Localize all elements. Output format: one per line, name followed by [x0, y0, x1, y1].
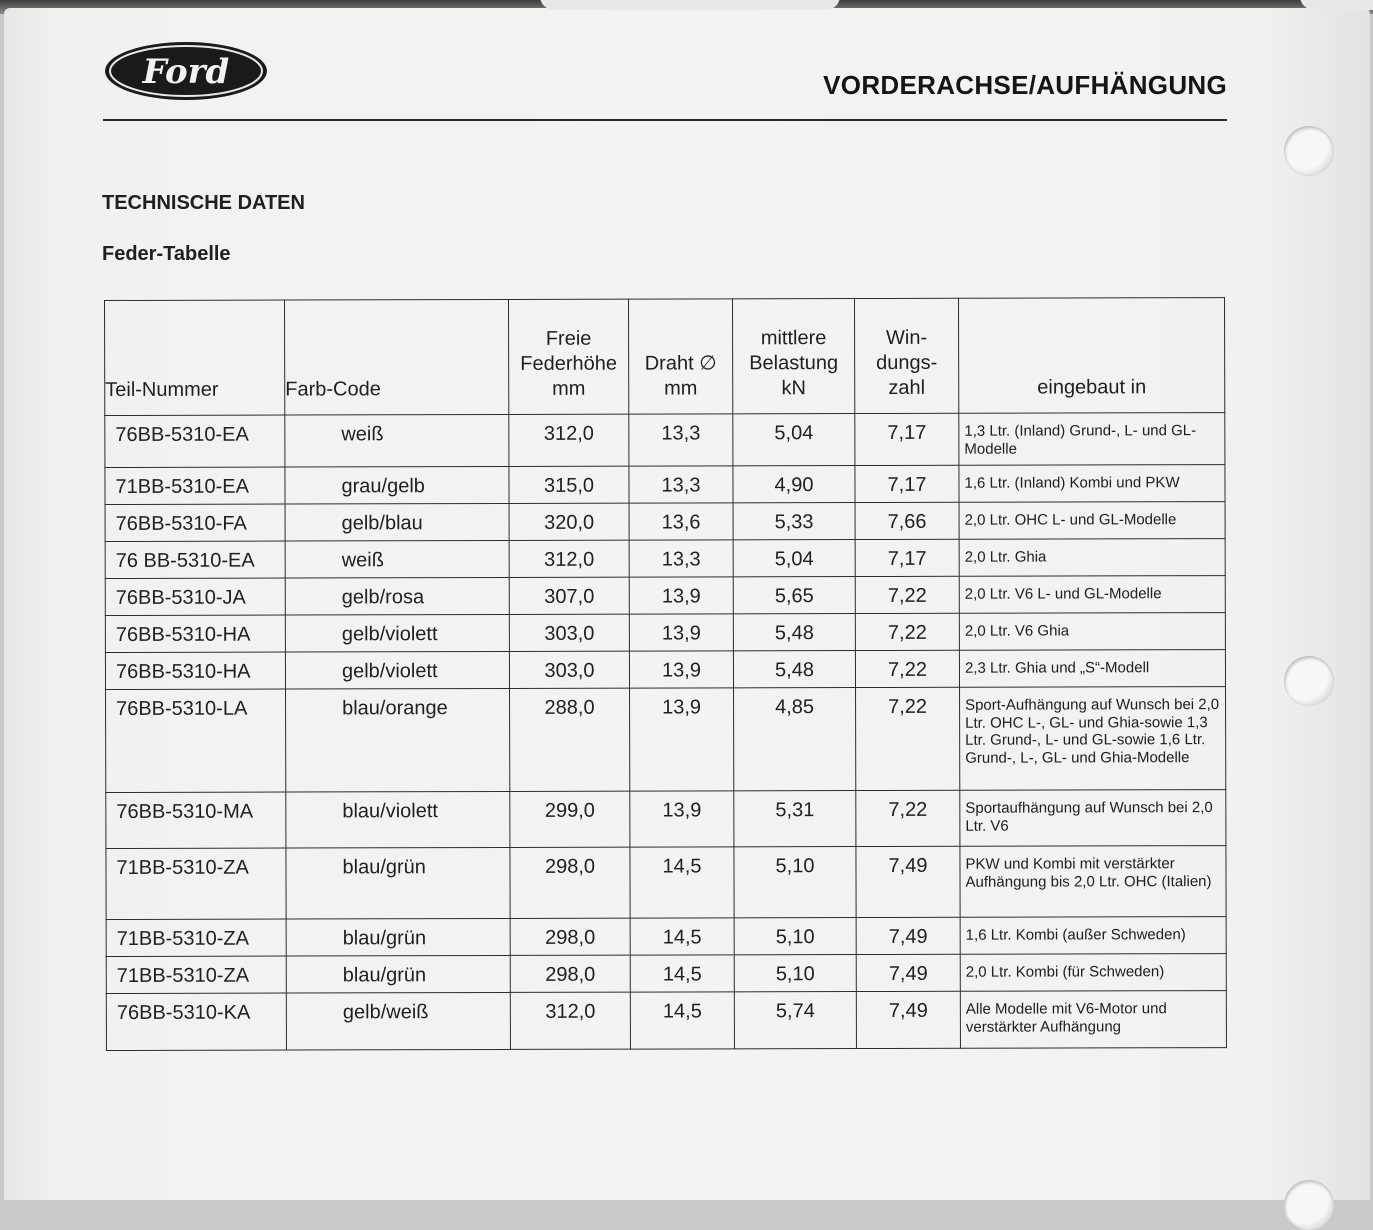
- cell-wire-diameter: 13,3: [629, 540, 733, 577]
- cell-average-load: 5,74: [734, 992, 856, 1049]
- cell-average-load: 5,04: [733, 414, 855, 466]
- cell-part-number: 71BB-5310-ZA: [106, 919, 286, 956]
- table-row: [106, 846, 1226, 920]
- ford-logo: [103, 40, 269, 102]
- cell-wire-diameter: 13,9: [630, 688, 734, 791]
- cell-free-height: 298,0: [510, 955, 630, 992]
- cell-wire-diameter: 13,3: [629, 466, 733, 503]
- table-row: [106, 790, 1226, 849]
- header-line: mittlere: [760, 327, 827, 350]
- cell-part-number: 76BB-5310-FA: [105, 504, 285, 541]
- cell-average-load: 5,48: [733, 614, 855, 651]
- page-title: VORDERACHSE/AUFHÄNGUNG: [823, 70, 1227, 100]
- cell-part-number: 76BB-5310-LA: [106, 689, 286, 792]
- cell-average-load: 5,31: [734, 791, 856, 847]
- cell-installed-in: Sport-Aufhängung auf Wunsch bei 2,0 Ltr. OHC L-, GL- und Ghia-sowie 1,3 Ltr. Grund-, L- und GL-sowie 1,6 Ltr. Grund-, L-, GL- und Ghia-Modelle: [960, 687, 1226, 791]
- cell-coil-count: 7,22: [855, 650, 959, 687]
- cell-free-height: 320,0: [509, 503, 629, 540]
- table-header-row: [105, 298, 1225, 416]
- table-heading: Feder-Tabelle: [102, 243, 231, 265]
- cell-coil-count: 7,22: [855, 613, 959, 650]
- cell-wire-diameter: 13,9: [629, 577, 733, 614]
- cell-part-number: 76BB-5310-EA: [105, 415, 285, 467]
- cell-free-height: 298,0: [510, 918, 630, 955]
- header-line: Freie: [545, 327, 592, 350]
- column-header-part-number: Teil-Nummer: [105, 300, 285, 415]
- cell-color-code: blau/grün: [286, 955, 510, 993]
- cell-installed-in: 2,0 Ltr. V6 Ghia: [959, 613, 1225, 651]
- cell-free-height: 312,0: [510, 992, 630, 1049]
- cell-color-code: grau/gelb: [285, 466, 509, 504]
- table-row: [105, 650, 1225, 690]
- cell-installed-in: 2,0 Ltr. Ghia: [959, 539, 1225, 577]
- cell-coil-count: 7,49: [856, 846, 960, 917]
- cell-wire-diameter: 14,5: [630, 955, 734, 992]
- cell-free-height: 288,0: [510, 688, 630, 791]
- table-row: [105, 576, 1225, 616]
- cell-installed-in: Alle Modelle mit V6-Motor und verstärkter Aufhängung: [960, 991, 1226, 1049]
- cell-free-height: 303,0: [509, 614, 629, 651]
- cell-part-number: 76BB-5310-JA: [105, 578, 285, 615]
- cell-free-height: 312,0: [509, 540, 629, 577]
- cell-free-height: 299,0: [510, 791, 630, 847]
- cell-coil-count: 7,66: [855, 502, 959, 539]
- cell-color-code: weiß: [285, 540, 509, 578]
- cell-color-code: gelb/blau: [285, 503, 509, 541]
- cell-coil-count: 7,22: [856, 790, 960, 846]
- column-header-average-load: [732, 299, 854, 414]
- top-tab-right: [1300, 0, 1373, 10]
- section-heading: TECHNISCHE DATEN: [102, 192, 305, 214]
- header-divider: [103, 119, 1227, 121]
- cell-installed-in: 2,0 Ltr. OHC L- und GL-Modelle: [959, 502, 1225, 540]
- table-row: [105, 613, 1225, 653]
- cell-average-load: 5,65: [733, 577, 855, 614]
- table-row: [106, 917, 1226, 957]
- header-line: mm: [664, 377, 698, 400]
- header-line: Federhöhe: [520, 352, 618, 375]
- cell-average-load: 5,33: [733, 503, 855, 540]
- table-row: [105, 413, 1225, 468]
- cell-wire-diameter: 13,3: [629, 414, 733, 466]
- table-row: [106, 991, 1226, 1051]
- header-line: kN: [781, 377, 806, 400]
- ford-logo-text: Ford: [142, 52, 230, 92]
- cell-coil-count: 7,49: [856, 954, 960, 991]
- cell-wire-diameter: 13,9: [630, 791, 734, 847]
- binder-hole-icon: [1284, 126, 1334, 176]
- binder-hole-icon: [1284, 1180, 1334, 1230]
- spring-table: [104, 297, 1227, 1051]
- cell-average-load: 4,85: [734, 688, 856, 791]
- header-line: mm: [552, 377, 586, 400]
- cell-free-height: 298,0: [510, 847, 630, 918]
- cell-part-number: 76BB-5310-MA: [106, 792, 286, 848]
- cell-coil-count: 7,22: [855, 576, 959, 613]
- table-row: [105, 502, 1225, 542]
- cell-part-number: 71BB-5310-ZA: [106, 956, 286, 993]
- column-header-installed-in: eingebaut in: [958, 298, 1224, 414]
- table-row: [105, 539, 1225, 579]
- cell-free-height: 312,0: [509, 414, 629, 466]
- cell-wire-diameter: 13,6: [629, 503, 733, 540]
- cell-installed-in: 1,6 Ltr. Kombi (außer Schweden): [960, 917, 1226, 955]
- column-header-free-height: [508, 299, 628, 414]
- cell-installed-in: 1,3 Ltr. (Inland) Grund-, L- und GL-Modelle: [959, 413, 1225, 466]
- cell-color-code: gelb/violett: [285, 651, 509, 689]
- cell-color-code: blau/orange: [286, 688, 510, 792]
- cell-average-load: 4,90: [733, 466, 855, 503]
- cell-part-number: 76BB-5310-HA: [105, 652, 285, 689]
- header-line: dungs-: [876, 351, 938, 374]
- cell-wire-diameter: 13,9: [629, 651, 733, 688]
- column-header-coil-count: [854, 298, 958, 413]
- cell-part-number: 76BB-5310-KA: [106, 993, 286, 1050]
- cell-color-code: gelb/violett: [285, 614, 509, 652]
- cell-wire-diameter: 13,9: [629, 614, 733, 651]
- cell-color-code: blau/grün: [286, 847, 510, 919]
- cell-average-load: 5,04: [733, 540, 855, 577]
- cell-free-height: 315,0: [509, 466, 629, 503]
- cell-color-code: blau/violett: [286, 791, 510, 848]
- header-line: Draht ∅: [644, 352, 717, 375]
- cell-coil-count: 7,17: [855, 413, 959, 465]
- cell-average-load: 5,10: [734, 918, 856, 955]
- cell-free-height: 307,0: [509, 577, 629, 614]
- cell-free-height: 303,0: [509, 651, 629, 688]
- cell-coil-count: 7,22: [856, 687, 960, 790]
- table-row: [106, 954, 1226, 994]
- cell-wire-diameter: 14,5: [630, 918, 734, 955]
- cell-color-code: gelb/rosa: [285, 577, 509, 615]
- top-tab: [540, 0, 840, 10]
- header-line: Belastung: [749, 352, 839, 375]
- table-row: [106, 687, 1226, 793]
- cell-part-number: 71BB-5310-ZA: [106, 848, 286, 919]
- cell-coil-count: 7,17: [855, 539, 959, 576]
- cell-average-load: 5,48: [733, 651, 855, 688]
- cell-color-code: blau/grün: [286, 918, 510, 956]
- header-line: zahl: [888, 376, 926, 399]
- cell-installed-in: PKW und Kombi mit verstärkter Aufhängung bis 2,0 Ltr. OHC (Italien): [960, 846, 1226, 918]
- table-row: [105, 465, 1225, 505]
- cell-wire-diameter: 14,5: [630, 847, 734, 918]
- cell-part-number: 71BB-5310-EA: [105, 467, 285, 504]
- cell-color-code: weiß: [285, 414, 509, 467]
- cell-installed-in: 2,0 Ltr. V6 L- und GL-Modelle: [959, 576, 1225, 614]
- cell-wire-diameter: 14,5: [630, 992, 734, 1049]
- cell-part-number: 76 BB-5310-EA: [105, 541, 285, 578]
- header-line: Win-: [886, 326, 928, 349]
- cell-part-number: 76BB-5310-HA: [105, 615, 285, 652]
- cell-installed-in: 1,6 Ltr. (Inland) Kombi und PKW: [959, 465, 1225, 503]
- cell-installed-in: 2,0 Ltr. Kombi (für Schweden): [960, 954, 1226, 992]
- cell-average-load: 5,10: [734, 847, 856, 918]
- cell-installed-in: Sportaufhängung auf Wunsch bei 2,0 Ltr. V6: [960, 790, 1226, 847]
- column-header-color-code: Farb-Code: [285, 299, 509, 415]
- column-header-wire-diameter: [628, 299, 732, 414]
- cell-coil-count: 7,49: [856, 917, 960, 954]
- cell-coil-count: 7,17: [855, 465, 959, 502]
- cell-installed-in: 2,3 Ltr. Ghia und „S“-Modell: [959, 650, 1225, 688]
- cell-color-code: gelb/weiß: [286, 992, 510, 1050]
- cell-average-load: 5,10: [734, 955, 856, 992]
- binder-hole-icon: [1284, 656, 1334, 706]
- cell-coil-count: 7,49: [856, 991, 960, 1048]
